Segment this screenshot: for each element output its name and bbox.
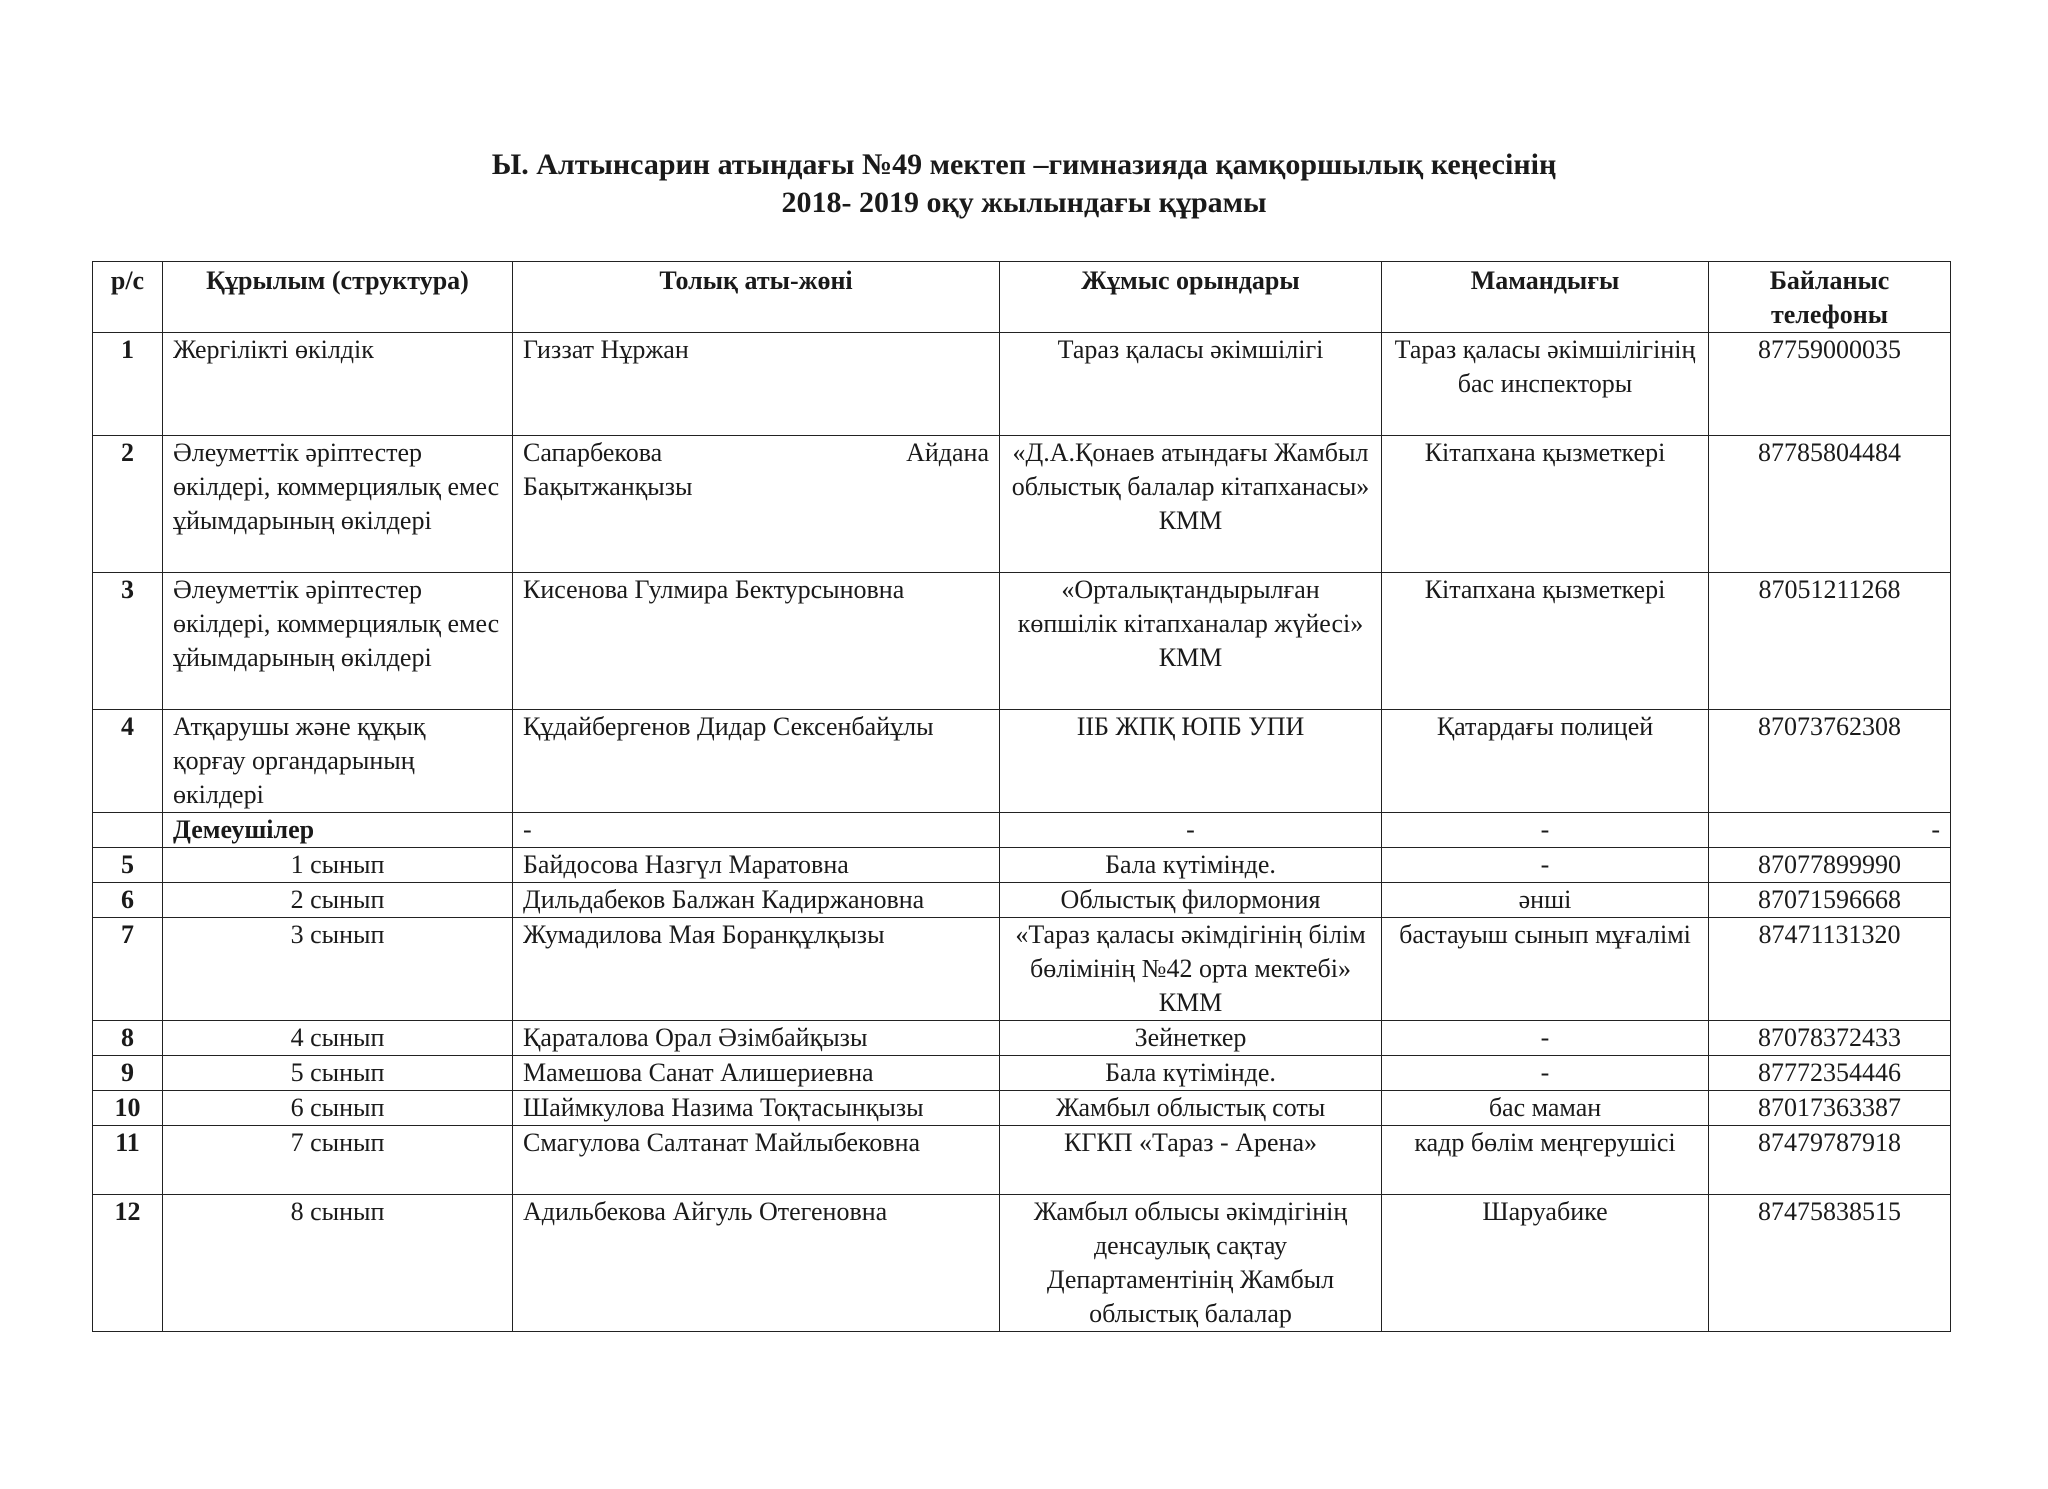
table-row [93, 333, 1951, 436]
row-workplace: КГКП «Тараз - Арена» [1000, 1126, 1382, 1195]
row-name: Адильбекова Айгуль Отегеновна [513, 1195, 1000, 1332]
row-phone: 87479787918 [1709, 1126, 1951, 1195]
row-structure: Әлеуметтік әріптестер өкілдері, коммерциялық емес ұйымдарының өкілдері [163, 573, 513, 710]
row-profession: кадр бөлім меңгерушісі [1382, 1126, 1709, 1195]
row-profession: бас маман [1382, 1091, 1709, 1126]
row-name [513, 436, 1000, 573]
row-workplace: «Орталықтандырылған көпшілік кітапханалар жүйесі» КММ [1000, 573, 1382, 710]
row-phone: 87077899990 [1709, 848, 1951, 883]
table-row [93, 883, 1951, 918]
row-workplace: - [1000, 813, 1382, 848]
row-phone: 87073762308 [1709, 710, 1951, 813]
row-profession: - [1382, 1056, 1709, 1091]
header-phone [1709, 262, 1951, 333]
header-phone-line-1: Байланыс [1769, 266, 1890, 295]
row-num: 6 [93, 883, 163, 918]
row-structure: 7 сынып [163, 1126, 513, 1195]
row-profession: - [1382, 813, 1709, 848]
table-row [93, 573, 1951, 710]
table-row [93, 436, 1951, 573]
header-profession: Мамандығы [1382, 262, 1709, 333]
row-structure: Жергілікті өкілдік [163, 333, 513, 436]
table-row [93, 848, 1951, 883]
row-num: 1 [93, 333, 163, 436]
row-num: 2 [93, 436, 163, 573]
table-row [93, 1091, 1951, 1126]
row-num: 11 [93, 1126, 163, 1195]
row-name: Кисенова Гулмира Бектурсыновна [513, 573, 1000, 710]
row-phone: 87017363387 [1709, 1091, 1951, 1126]
row-phone: 87471131320 [1709, 918, 1951, 1021]
table-row [93, 1056, 1951, 1091]
row-num: 10 [93, 1091, 163, 1126]
row-name: - [513, 813, 1000, 848]
row-profession: бастауыш сынып мұғалімі [1382, 918, 1709, 1021]
sponsors-row [93, 813, 1951, 848]
row-name-patronymic: Бақытжанқызы [523, 472, 693, 501]
row-profession: Қатардағы полицей [1382, 710, 1709, 813]
row-num: 5 [93, 848, 163, 883]
row-workplace: Бала күтімінде. [1000, 1056, 1382, 1091]
row-name: Дильдабеков Балжан Кадиржановна [513, 883, 1000, 918]
row-profession: Шаруабике [1382, 1195, 1709, 1332]
row-num: 9 [93, 1056, 163, 1091]
row-workplace: «Д.А.Қонаев атындағы Жамбыл облыстық балалар кітапханасы» КММ [1000, 436, 1382, 573]
row-name: Шаймкулова Назима Тоқтасынқызы [513, 1091, 1000, 1126]
row-phone: 87759000035 [1709, 333, 1951, 436]
row-phone: 87785804484 [1709, 436, 1951, 573]
row-workplace: Бала күтімінде. [1000, 848, 1382, 883]
row-profession: Кітапхана қызметкері [1382, 573, 1709, 710]
row-profession: Кітапхана қызметкері [1382, 436, 1709, 573]
row-phone: 87051211268 [1709, 573, 1951, 710]
header-workplace: Жұмыс орындары [1000, 262, 1382, 333]
table-header-row [93, 262, 1951, 333]
row-structure: Атқарушы және құқық қорғау органдарының өкілдері [163, 710, 513, 813]
row-num: 8 [93, 1021, 163, 1056]
row-num: 4 [93, 710, 163, 813]
header-structure: Құрылым (структура) [163, 262, 513, 333]
row-structure: 6 сынып [163, 1091, 513, 1126]
row-workplace: Тараз қаласы әкімшілігі [1000, 333, 1382, 436]
header-num: р/с [93, 262, 163, 333]
row-name: Смагулова Салтанат Майлыбековна [513, 1126, 1000, 1195]
row-name: Жумадилова Мая Боранқұлқызы [513, 918, 1000, 1021]
table-row [93, 1195, 1951, 1332]
row-phone: 87071596668 [1709, 883, 1951, 918]
row-structure: Демеушілер [163, 813, 513, 848]
row-num [93, 813, 163, 848]
row-phone: 87475838515 [1709, 1195, 1951, 1332]
row-name: Қараталова Орал Әзімбайқызы [513, 1021, 1000, 1056]
row-profession: - [1382, 1021, 1709, 1056]
row-structure: 5 сынып [163, 1056, 513, 1091]
header-phone-line-2: телефоны [1770, 300, 1889, 329]
row-phone: 87772354446 [1709, 1056, 1951, 1091]
title-line-2: 2018- 2019 оқу жылындағы құрамы [781, 186, 1267, 219]
row-workplace: ІІБ ЖПҚ ЮПБ УПИ [1000, 710, 1382, 813]
row-structure: Әлеуметтік әріптестер өкілдері, коммерциялық емес ұйымдарының өкілдері [163, 436, 513, 573]
row-name-given: Айдана [906, 438, 989, 467]
page-title [0, 146, 2048, 222]
row-num: 3 [93, 573, 163, 710]
table-row [93, 1126, 1951, 1195]
row-workplace: «Тараз қаласы әкімдігінің білім бөлімінің №42 орта мектебі» КММ [1000, 918, 1382, 1021]
row-num: 12 [93, 1195, 163, 1332]
row-structure: 1 сынып [163, 848, 513, 883]
row-workplace: Зейнеткер [1000, 1021, 1382, 1056]
row-structure: 4 сынып [163, 1021, 513, 1056]
row-structure: 3 сынып [163, 918, 513, 1021]
row-structure: 8 сынып [163, 1195, 513, 1332]
row-name: Мамешова Санат Алишериевна [513, 1056, 1000, 1091]
row-profession: - [1382, 848, 1709, 883]
row-workplace: Жамбыл облысы әкімдігінің денсаулық сақтау Департаментінің Жамбыл облыстық балалар [1000, 1195, 1382, 1332]
row-name: Гиззат Нұржан [513, 333, 1000, 436]
table-row [93, 918, 1951, 1021]
row-phone: - [1709, 813, 1951, 848]
row-num: 7 [93, 918, 163, 1021]
row-structure: 2 сынып [163, 883, 513, 918]
row-workplace: Жамбыл облыстық соты [1000, 1091, 1382, 1126]
row-name: Құдайбергенов Дидар Сексенбайұлы [513, 710, 1000, 813]
council-table [92, 261, 1951, 1332]
row-workplace: Облыстық филормония [1000, 883, 1382, 918]
table-row [93, 1021, 1951, 1056]
row-name-surname: Сапарбекова [523, 438, 663, 467]
table-row [93, 710, 1951, 813]
row-profession: Тараз қаласы әкімшілігінің бас инспекторы [1382, 333, 1709, 436]
row-name: Байдосова Назгүл Маратовна [513, 848, 1000, 883]
header-name: Толық аты-жөні [513, 262, 1000, 333]
row-phone: 87078372433 [1709, 1021, 1951, 1056]
title-line-1: Ы. Алтынсарин атындағы №49 мектеп –гимназияда қамқоршылық кеңесінің [491, 148, 1557, 181]
row-profession: әнші [1382, 883, 1709, 918]
